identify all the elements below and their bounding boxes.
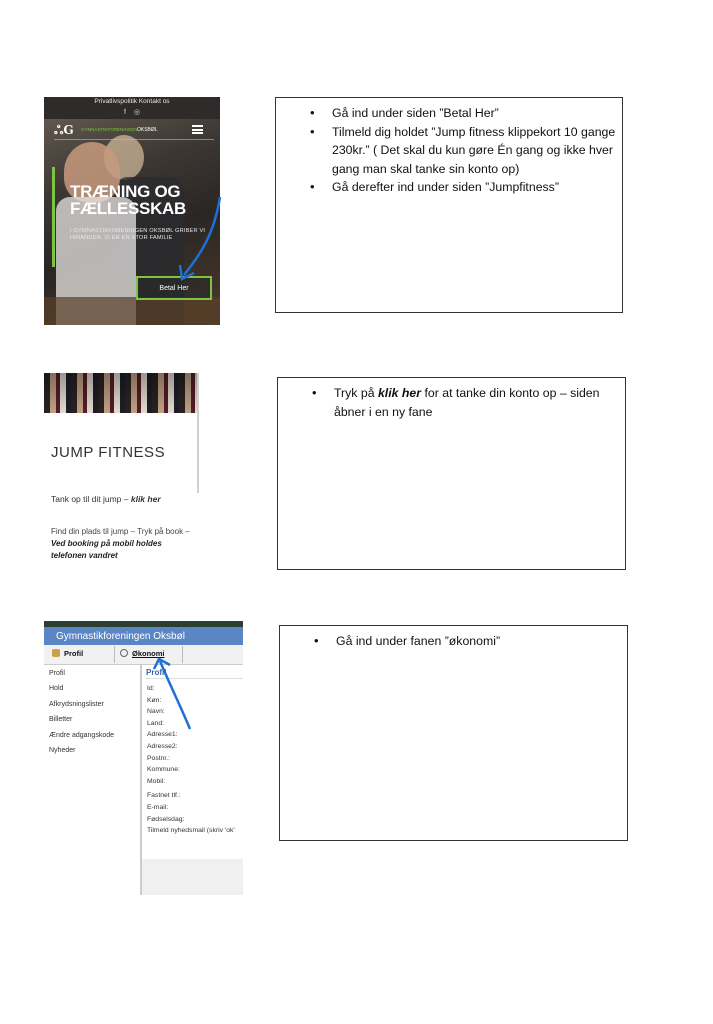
sidebar-item-billetter[interactable]: Billetter <box>49 716 73 724</box>
instructions-list-2 <box>278 384 625 421</box>
club-place: OKSBØL <box>137 127 158 133</box>
field-label: Fastnet tlf.: <box>147 792 181 800</box>
field-label: Land: <box>147 719 165 727</box>
instructions-box-1 <box>275 97 623 313</box>
economy-icon <box>120 649 128 657</box>
tank-op-text <box>51 494 197 504</box>
hero-title-line-2: FÆLLESSKAB <box>70 199 187 218</box>
social-links <box>44 108 220 116</box>
nav-divider <box>54 139 214 140</box>
tab-profil[interactable] <box>52 649 83 658</box>
arrow-annotation-3 <box>150 655 200 735</box>
field-label: Adresse2: <box>147 742 178 750</box>
instructions-list-1 <box>276 104 622 197</box>
list-item: • Gå derefter ind under siden ”Jumpfitness” <box>332 178 622 197</box>
portal-tabs <box>44 645 243 665</box>
tab-divider <box>114 646 115 663</box>
field-label: Id: <box>147 685 155 692</box>
field-label: Adresse1: <box>147 731 178 739</box>
instructions-box-3 <box>279 625 628 841</box>
list-item <box>334 384 625 421</box>
sidebar-item-afkrydsningslister[interactable]: Afkrydsningslister <box>49 700 104 708</box>
instagram-icon[interactable]: ◎ <box>133 109 140 116</box>
tab-label: Økonomi <box>132 649 165 658</box>
field-label: Fødselsdag: <box>147 815 185 823</box>
list-item: • Gå ind under siden ”Betal Her” <box>332 104 622 123</box>
gym-floor <box>44 297 220 325</box>
instructions-box-2 <box>277 377 626 570</box>
top-links[interactable]: Privatlivspolitik Kontakt os <box>94 98 170 105</box>
club-logo-text: GYMNASTIKFORENINGEN <box>81 127 138 132</box>
sidebar-item-hold[interactable]: Hold <box>49 685 64 693</box>
list-item: • Gå ind under fanen ”økonomi” <box>336 632 627 651</box>
user-icon <box>52 649 60 657</box>
club-logo[interactable]: ஃG <box>54 123 74 137</box>
panel-title: Profil <box>146 668 167 677</box>
hamburger-menu-icon[interactable] <box>192 125 203 134</box>
instructions-list-3 <box>280 632 627 651</box>
sidebar-item-nyheder[interactable]: Nyheder <box>49 746 76 754</box>
accent-bar <box>52 167 55 267</box>
portal-header <box>44 621 243 645</box>
hero-title-line-1: TRÆNING OG <box>70 182 181 201</box>
member-portal-screenshot <box>44 621 243 895</box>
page-title: JUMP FITNESS <box>51 444 166 461</box>
booking-text <box>51 526 197 562</box>
hero-subtitle: I GYMNASTIKFORENINGEN OKSBØL GRIBER VI HINANDEN. VI ER EN STOR FAMILIE <box>70 228 206 242</box>
field-label: Mobil: <box>147 777 166 785</box>
booking-label: Find din plads til jump – Tryk på book – <box>51 527 190 536</box>
field-label: Postnr.: <box>147 754 171 762</box>
sidebar-menu <box>49 670 114 762</box>
field-label: Kommune: <box>147 766 180 774</box>
page-edge <box>197 373 199 493</box>
field-label: Tilmeld nyhedsmail (skriv 'ok' <box>147 827 235 835</box>
jump-fitness-screenshot <box>44 373 199 568</box>
sidebar-item-aendre-adgangskode[interactable]: Ændre adgangskode <box>49 731 114 739</box>
bullet-text: Tryk på <box>334 386 378 400</box>
photo-overlay <box>44 373 197 413</box>
field-label: E-mail: <box>147 803 169 811</box>
bullet-emphasis: klik her <box>377 386 422 400</box>
tank-op-label: Tank op til dit jump – <box>51 494 131 504</box>
facebook-icon[interactable]: f <box>123 109 126 116</box>
arrow-annotation-1 <box>170 195 226 291</box>
field-label: Køn: <box>147 696 162 704</box>
tab-label: Profil <box>64 649 84 658</box>
field-label: Navn: <box>147 708 165 716</box>
list-item: • Tilmeld dig holdet ”Jump fitness klippekort 10 gange 230kr.” ( Det skal du kun gøre Én gang og ikke hver gang man skal tanke sin konto op) <box>332 123 622 179</box>
klik-her-link[interactable]: klik her <box>130 494 161 504</box>
betal-her-button[interactable]: Betal Her <box>136 276 212 300</box>
bullet-text: for at tanke din konto op – siden åbner i en ny fane <box>334 386 600 419</box>
sidebar-item-profil[interactable]: Profil <box>49 670 65 677</box>
booking-note: Ved booking på mobil holdes telefonen vandret <box>51 539 162 560</box>
panel-footer <box>142 859 243 895</box>
portal-title: Gymnastikforeningen Oksbøl <box>56 631 185 642</box>
